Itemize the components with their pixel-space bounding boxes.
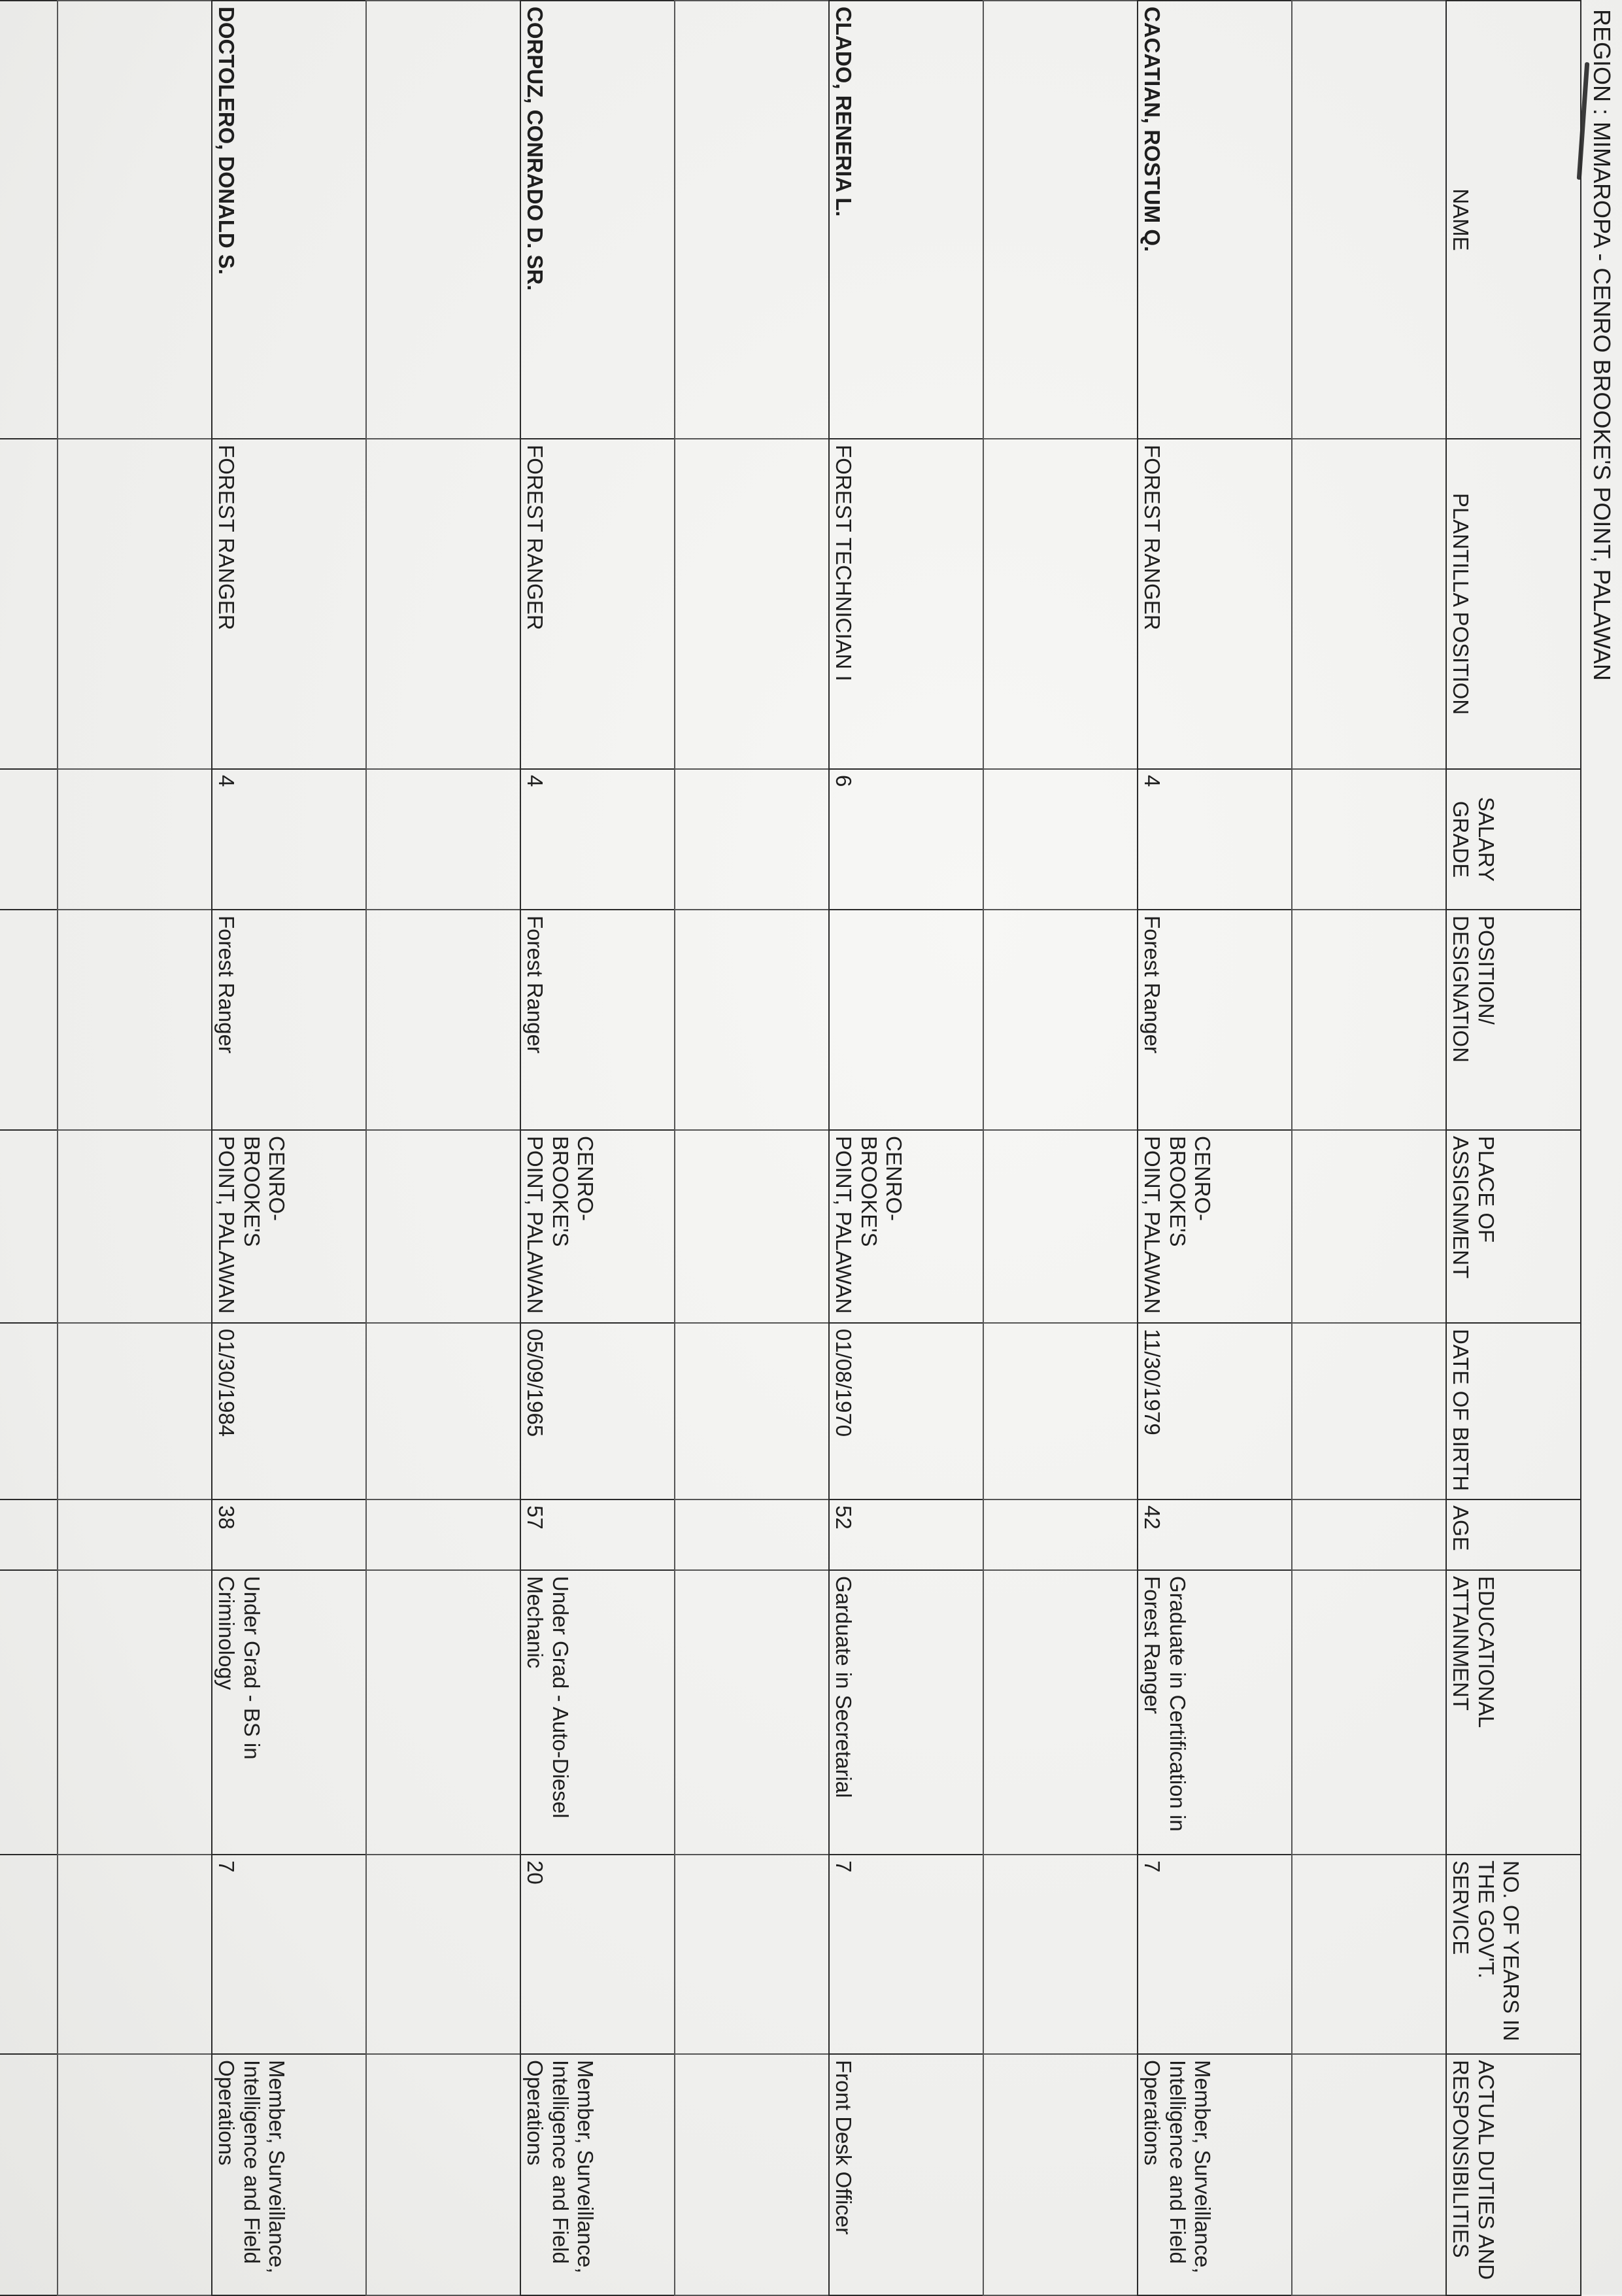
cell-designation <box>829 910 983 1130</box>
faded-cell <box>58 1323 212 1499</box>
cell-name: DOCTOLERO, DONALD S. <box>212 1 366 439</box>
cell-age: 38 <box>212 1499 366 1570</box>
header-name: NAME <box>1446 1 1581 439</box>
header-designation: POSITION/ DESIGNATION <box>1446 910 1581 1130</box>
header-date-of-birth: DATE OF BIRTH <box>1446 1323 1581 1499</box>
header-plantilla-position: PLANTILLA POSITION <box>1446 439 1581 769</box>
faded-cell <box>1292 1323 1446 1499</box>
faded-cell <box>983 2054 1138 2295</box>
cell-salary-grade: 4 <box>212 769 366 910</box>
faded-cell <box>983 1499 1138 1570</box>
cell-age: 57 <box>520 1499 675 1570</box>
faded-cell <box>366 1570 520 1855</box>
table-row <box>520 1 675 2295</box>
faded-cell <box>1292 1 1446 439</box>
faded-cell <box>675 1499 829 1570</box>
table-row <box>212 1 366 2295</box>
faded-cell <box>983 1570 1138 1855</box>
faded-cell <box>983 1323 1138 1499</box>
cell-salary-grade <box>0 769 58 910</box>
faded-cell <box>1292 910 1446 1130</box>
faded-row <box>1292 1 1446 2295</box>
header-age: AGE <box>1446 1499 1581 1570</box>
faded-cell <box>675 2054 829 2295</box>
faded-cell <box>1292 1570 1446 1855</box>
table-row <box>1138 1 1292 2295</box>
faded-cell <box>366 1130 520 1323</box>
cell-dob: 01/30/1984 <box>212 1323 366 1499</box>
faded-cell <box>675 439 829 769</box>
cell-assignment: CENRO- BROOKE'S POINT, PALAWAN <box>829 1130 983 1323</box>
cell-age: 52 <box>829 1499 983 1570</box>
cell-designation: Forest Ranger <box>520 910 675 1130</box>
faded-row <box>58 1 212 2295</box>
cell-dob: 01/08/1970 <box>829 1323 983 1499</box>
faded-row <box>366 1 520 2295</box>
faded-cell <box>675 1 829 439</box>
faded-cell <box>366 1 520 439</box>
faded-cell <box>675 1323 829 1499</box>
header-years-in-service: NO. OF YEARS IN THE GOV'T. SERVICE <box>1446 1855 1581 2054</box>
cell-position: FOREST TECHNICIAN I <box>829 439 983 769</box>
faded-row <box>675 1 829 2295</box>
cell-age <box>0 1499 58 1570</box>
cell-education <box>0 1570 58 1855</box>
faded-cell <box>58 439 212 769</box>
faded-cell <box>675 1130 829 1323</box>
cell-position: FOREST RANGER <box>520 439 675 769</box>
cell-designation: Forest Ranger <box>1138 910 1292 1130</box>
faded-cell <box>1292 1130 1446 1323</box>
faded-cell <box>366 769 520 910</box>
faded-cell <box>983 1855 1138 2054</box>
faded-cell <box>366 1323 520 1499</box>
cell-dob: 05/09/1965 <box>520 1323 675 1499</box>
faded-cell <box>983 1 1138 439</box>
cell-dob: 11/30/1979 <box>1138 1323 1292 1499</box>
faded-cell <box>58 1855 212 2054</box>
faded-cell <box>1292 1499 1446 1570</box>
faded-cell <box>58 1499 212 1570</box>
faded-cell <box>366 439 520 769</box>
cell-years: 7 <box>1138 1855 1292 2054</box>
cell-education: Garduate in Secretarial <box>829 1570 983 1855</box>
cell-assignment: CENRO- BROOKE'S POINT, PALAWAN <box>1138 1130 1292 1323</box>
faded-row <box>983 1 1138 2295</box>
cell-assignment <box>0 1130 58 1323</box>
cell-years <box>0 1855 58 2054</box>
cell-education: Under Grad - Auto-Diesel Mechanic <box>520 1570 675 1855</box>
faded-cell <box>983 910 1138 1130</box>
faded-cell <box>675 769 829 910</box>
faded-cell <box>366 1499 520 1570</box>
faded-cell <box>675 910 829 1130</box>
faded-cell <box>983 1130 1138 1323</box>
faded-cell <box>58 1570 212 1855</box>
faded-cell <box>58 1 212 439</box>
header-duties: ACTUAL DUTIES AND RESPONSIBILITIES <box>1446 2054 1581 2295</box>
cell-duties: Front Desk Officer <box>829 2054 983 2295</box>
faded-cell <box>675 1855 829 2054</box>
faded-cell <box>366 2054 520 2295</box>
cell-years: 20 <box>520 1855 675 2054</box>
cell-years: 7 <box>829 1855 983 2054</box>
faded-cell <box>983 439 1138 769</box>
cell-duties: Member, Surveillance, Intelligence and Field Operations <box>212 2054 366 2295</box>
cell-education: Graduate in Certification in Forest Ranger <box>1138 1570 1292 1855</box>
cell-position: FOREST RANGER <box>212 439 366 769</box>
cell-dob <box>0 1323 58 1499</box>
cell-designation: Forest Ranger <box>212 910 366 1130</box>
faded-cell <box>366 910 520 1130</box>
cell-position: FOREST RANGER <box>1138 439 1292 769</box>
faded-cell <box>1292 2054 1446 2295</box>
cell-salary-grade: 6 <box>829 769 983 910</box>
faded-cell <box>983 769 1138 910</box>
header-salary-grade: SALARY GRADE <box>1446 769 1581 910</box>
faded-cell <box>58 2054 212 2295</box>
cell-assignment: CENRO- BROOKE'S POINT, PALAWAN <box>520 1130 675 1323</box>
faded-cell <box>366 1855 520 2054</box>
faded-cell <box>58 910 212 1130</box>
faded-cell <box>58 1130 212 1323</box>
cell-name <box>0 1 58 439</box>
faded-cell <box>1292 769 1446 910</box>
cell-duties <box>0 2054 58 2295</box>
faded-cell <box>1292 1855 1446 2054</box>
table-row <box>0 1 58 2295</box>
faded-cell <box>675 1570 829 1855</box>
cell-age: 42 <box>1138 1499 1292 1570</box>
cell-duties: Member, Surveillance, Intelligence and Field Operations <box>1138 2054 1292 2295</box>
cell-education: Under Grad - BS in Criminology <box>212 1570 366 1855</box>
region-title: REGION : MIMAROPA - CENRO BROOKE'S POINT, PALAWAN <box>1589 9 1615 681</box>
cell-salary-grade: 4 <box>1138 769 1292 910</box>
faded-cell <box>1292 439 1446 769</box>
cell-name: CLADO, RENERIA L. <box>829 1 983 439</box>
cell-name: CACATIAN, ROSTUM Q. <box>1138 1 1292 439</box>
faded-cell <box>58 769 212 910</box>
cell-years: 7 <box>212 1855 366 2054</box>
cell-position <box>0 439 58 769</box>
cell-duties: Member, Surveillance, Intelligence and Field Operations <box>520 2054 675 2295</box>
cell-name: CORPUZ, CONRADO D. SR. <box>520 1 675 439</box>
cell-assignment: CENRO- BROOKE'S POINT, PALAWAN <box>212 1130 366 1323</box>
cell-salary-grade: 4 <box>520 769 675 910</box>
table-row <box>829 1 983 2295</box>
header-place-of-assignment: PLACE OF ASSIGNMENT <box>1446 1130 1581 1323</box>
header-row <box>1446 1 1581 2295</box>
header-educational-attainment: EDUCATIONAL ATTAINMENT <box>1446 1570 1581 1855</box>
cell-designation <box>0 910 58 1130</box>
